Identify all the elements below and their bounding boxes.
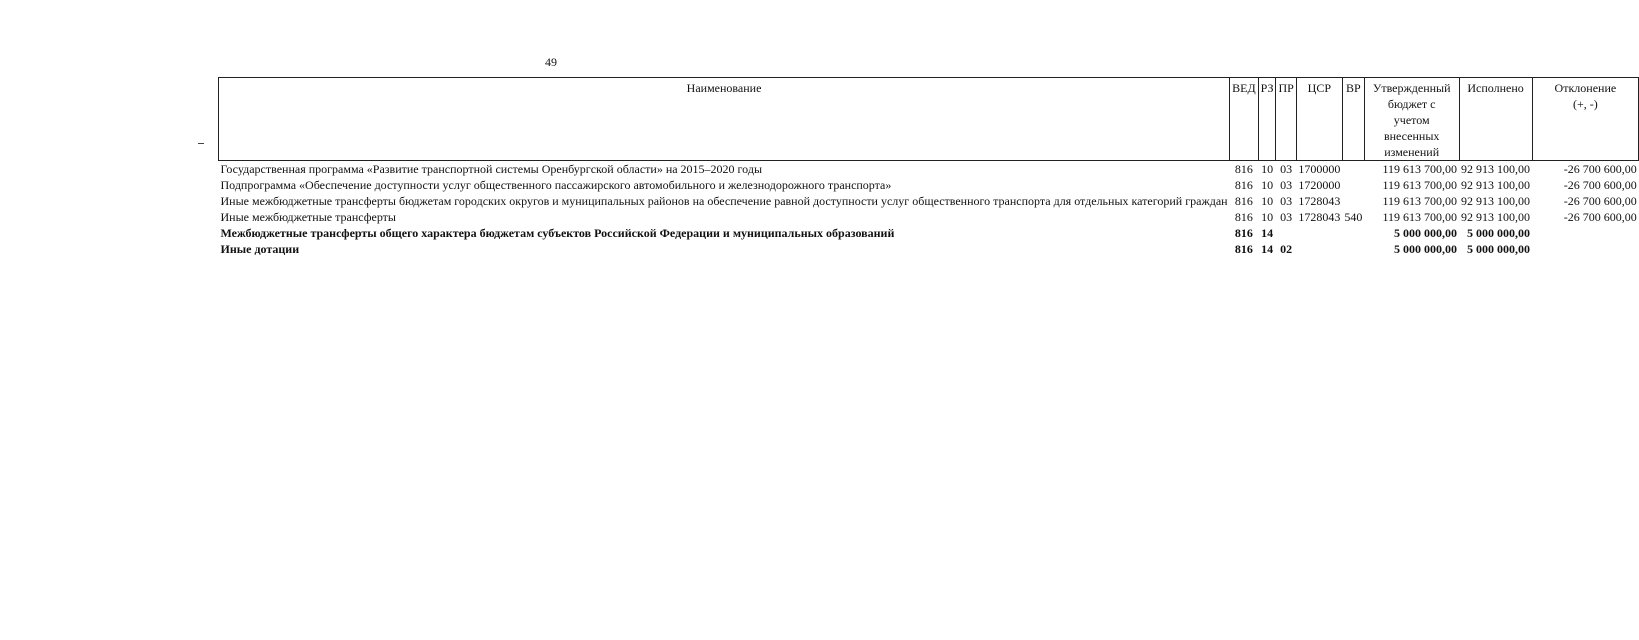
- row-csr: 1728043: [1298, 210, 1341, 224]
- header-pr: ПР: [1276, 78, 1296, 161]
- row-vr: [1342, 193, 1364, 209]
- row-approved: 119 613 700,00: [1382, 210, 1458, 224]
- row-approved: 119 613 700,00: [1382, 178, 1458, 192]
- row-csr: 1700000: [1298, 162, 1341, 176]
- budget-table: [218, 77, 1639, 257]
- row-name: Иные межбюджетные трансферты: [220, 210, 396, 224]
- row-approved: 119 613 700,00: [1382, 194, 1458, 208]
- header-csr: ЦСР: [1296, 78, 1342, 161]
- row-csr: [1296, 241, 1342, 257]
- row-executed: 92 913 100,00: [1461, 162, 1531, 176]
- header-executed: Исполнено: [1459, 78, 1532, 161]
- header-name: Наименование: [219, 78, 1230, 161]
- row-pr: [1276, 225, 1296, 241]
- row-pr: 02: [1280, 242, 1293, 256]
- row-executed: 5 000 000,00: [1467, 242, 1531, 256]
- row-name: Государственная программа «Развитие транспортной системы Оренбургской области» на 2015–2020 годы: [220, 162, 763, 176]
- row-deviation: -26 700 600,00: [1563, 194, 1637, 208]
- row-rz: 10: [1261, 194, 1274, 208]
- row-vr: 540: [1344, 210, 1363, 224]
- table-row: [219, 177, 1639, 193]
- page-number: 49: [545, 55, 557, 69]
- row-csr: [1296, 225, 1342, 241]
- row-name: Межбюджетные трансферты общего характера бюджетам субъектов Российской Федерации и муниципальных образований: [220, 226, 895, 240]
- row-vr: [1342, 241, 1364, 257]
- row-deviation: -26 700 600,00: [1563, 178, 1637, 192]
- row-csr: 1728043: [1298, 194, 1341, 208]
- row-name: Иные дотации: [220, 242, 300, 256]
- table-row: [219, 161, 1639, 178]
- row-approved: 5 000 000,00: [1394, 226, 1458, 240]
- row-vr: [1342, 161, 1364, 178]
- row-deviation: -26 700 600,00: [1563, 210, 1637, 224]
- row-ved: 816: [1234, 162, 1253, 176]
- header-deviation: Отклонение (+, -): [1532, 78, 1639, 161]
- row-executed: 92 913 100,00: [1461, 178, 1531, 192]
- row-rz: 10: [1261, 210, 1274, 224]
- table-row: [219, 193, 1639, 209]
- row-pr: 03: [1280, 210, 1293, 224]
- row-rz: 10: [1261, 162, 1274, 176]
- table-header-row: [219, 78, 1639, 161]
- row-executed: 92 913 100,00: [1461, 194, 1531, 208]
- header-vr: ВР: [1342, 78, 1364, 161]
- row-deviation: [1532, 241, 1639, 257]
- row-rz: 14: [1261, 242, 1274, 256]
- header-rz: РЗ: [1258, 78, 1276, 161]
- row-name: Иные межбюджетные трансферты бюджетам городских округов и муниципальных районов на обеспечение равной доступности услуг общественного транспорта для отдельных категорий граждан: [220, 194, 1228, 208]
- row-ved: 816: [1234, 178, 1253, 192]
- row-ved: 816: [1234, 242, 1253, 256]
- row-pr: 03: [1280, 178, 1293, 192]
- row-rz: 14: [1261, 226, 1274, 240]
- row-csr: 1720000: [1298, 178, 1341, 192]
- row-approved: 119 613 700,00: [1382, 162, 1458, 176]
- table-row: [219, 209, 1639, 225]
- row-pr: 03: [1280, 162, 1293, 176]
- header-approved: Утвержденный бюджет с учетом внесенных изменений: [1364, 78, 1459, 161]
- row-vr: [1342, 177, 1364, 193]
- row-ved: 816: [1234, 194, 1253, 208]
- table-row: [219, 241, 1639, 257]
- row-ved: 816: [1234, 226, 1253, 240]
- row-deviation: -26 700 600,00: [1563, 162, 1637, 176]
- row-approved: 5 000 000,00: [1394, 242, 1458, 256]
- table-row: [219, 225, 1639, 241]
- row-ved: 816: [1234, 210, 1253, 224]
- row-deviation: [1532, 225, 1639, 241]
- row-rz: 10: [1261, 178, 1274, 192]
- row-name: Подпрограмма «Обеспечение доступности услуг общественного пассажирского автомобильного и железнодорожного транспорта»: [220, 178, 892, 192]
- row-vr: [1342, 225, 1364, 241]
- row-executed: 92 913 100,00: [1461, 210, 1531, 224]
- header-ved: ВЕД: [1230, 78, 1259, 161]
- row-executed: 5 000 000,00: [1467, 226, 1531, 240]
- row-pr: 03: [1280, 194, 1293, 208]
- margin-mark: [198, 143, 204, 144]
